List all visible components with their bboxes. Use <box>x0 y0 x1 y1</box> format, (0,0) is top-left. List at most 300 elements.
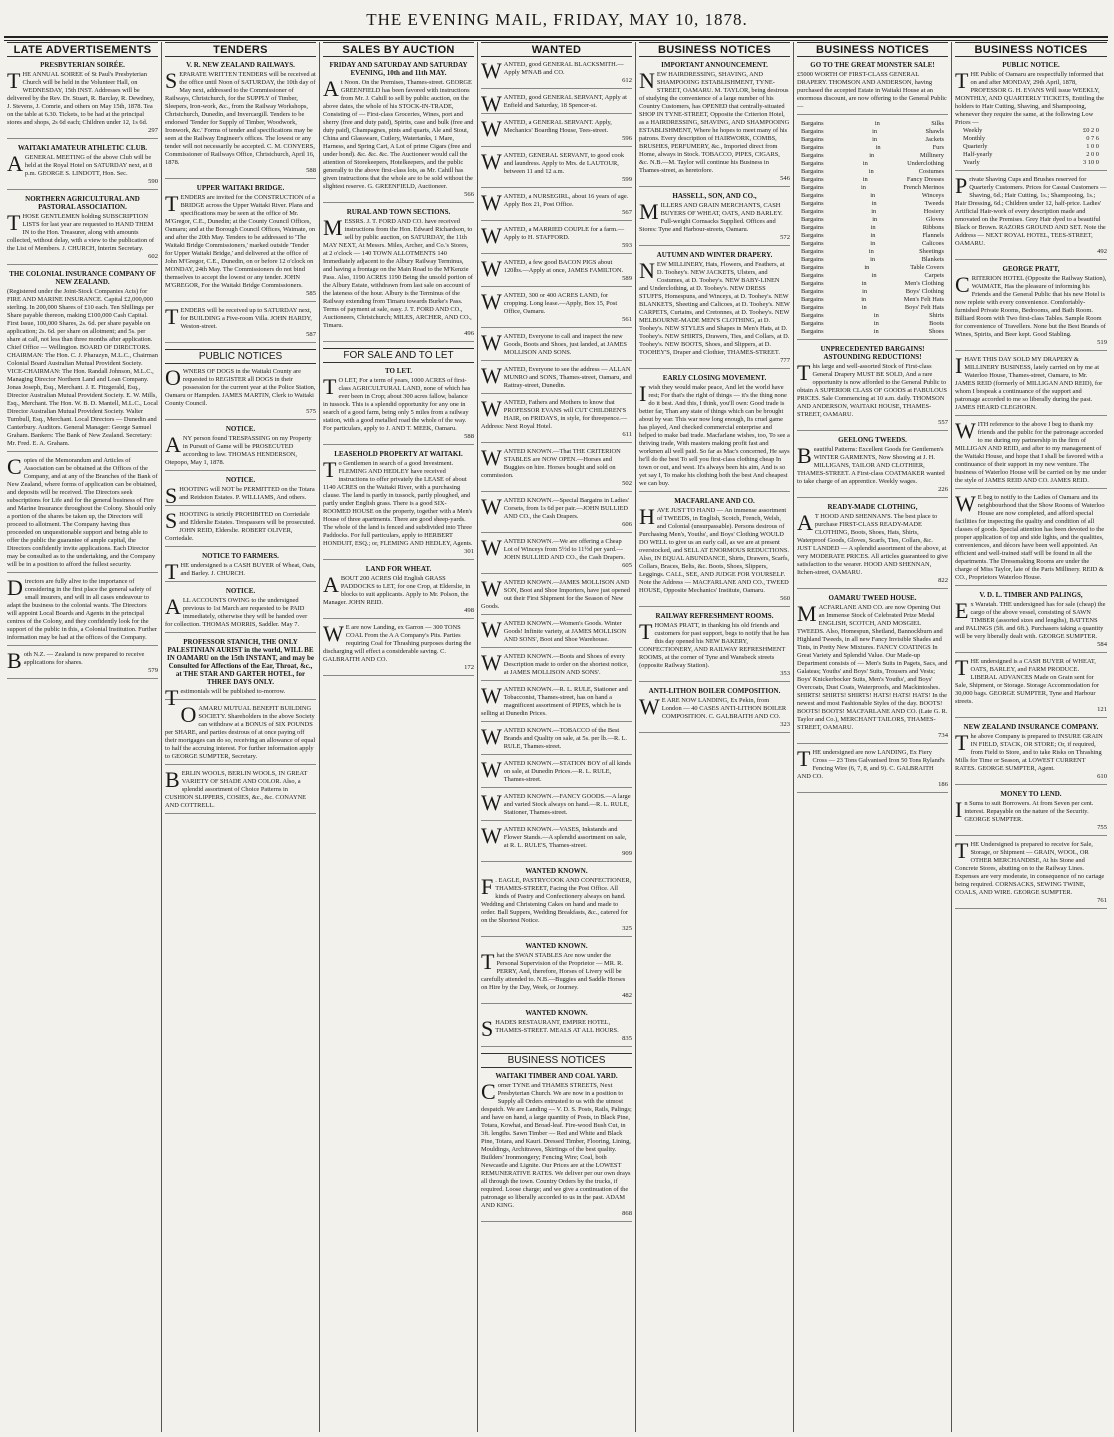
drop-cap: D <box>7 575 23 600</box>
advertisement <box>955 61 1107 171</box>
column-6 <box>794 42 952 1432</box>
advertisement <box>7 144 158 190</box>
advertisement <box>165 552 316 582</box>
ad-number: 325 <box>622 925 632 932</box>
bargain-word: Bargains <box>801 200 824 207</box>
drop-cap: T <box>165 559 179 584</box>
advertisement <box>165 425 316 471</box>
bargain-in: in <box>862 160 868 167</box>
bargain-word: Bargains <box>801 152 824 159</box>
ad-title: FRIDAY AND SATURDAY AND SATURDAY EVENING, 10th and 11th MAY. <box>329 61 468 77</box>
ad-number: 589 <box>622 275 632 282</box>
bargain-row <box>797 320 948 328</box>
bargain-item: Boots <box>929 320 944 327</box>
ad-number: 835 <box>622 1035 632 1042</box>
advertisement <box>481 724 632 755</box>
drop-cap: W <box>481 256 502 281</box>
ad-body: OWNERS OF DOGS in the Waitaki County are requested to REGISTER all DOGS in their possession for the current year at the Police Station, Oamaru or Hampden. JAMES MARTIN, Clerk to Waitaki County Council. <box>165 365 316 407</box>
drop-cap: T <box>955 655 969 680</box>
bargain-item: Tweeds <box>924 200 944 207</box>
ad-title: READY-MADE CLOTHING, <box>827 503 918 511</box>
advertisement <box>481 256 632 287</box>
ad-number: 596 <box>622 135 632 142</box>
ad-body: W E beg to notify to the Ladies of Oamaru and its neighbourhood that the Show Rooms of Waterloo House are now completed, and afford special facilities for inspecting the quality and condition of all classes of goods. Special attention has been devoted to the proper application of top and side lights, and the qualities, conveniences, and décors have been well appointed. An efficient and well-trained staff will be found in all the departments. The Dressmaking Rooms are under the charge of Miss Taylor, late of the Paris Millinery. REID & CO., Proprietors Waterloo House. <box>955 491 1105 581</box>
drop-cap: B <box>165 767 180 792</box>
ad-number: 579 <box>148 667 158 674</box>
ad-title: GEORGE PRATT, <box>1002 265 1060 273</box>
ad-number: 172 <box>464 664 474 671</box>
ad-body: F . EAGLE, PASTRYCOOK AND CONFECTIONER, THAMES-STREET, Facing the Post Office. All kinds of Pastry and Confectionery always on hand. Wedding and Christening Cakes on hand and made to order. Ball Suppers, Wedding Breakfasts, &c., catered for on the Shortest Notice. <box>481 874 632 924</box>
advertisement <box>797 61 948 115</box>
drop-cap: A <box>797 510 813 535</box>
bargain-row <box>797 144 948 152</box>
ad-body: NEW MILLINERY, Hats, Flowers, and Feathers, at D. Toohey's. NEW JACKETS, Ulsters, and Costumes, at D. Toohey's. NEW BABY-LINEN and Underclothing, at D. Toohey's. NEW DRESS STUFFS, Homespuns, and Winceys, at D. Toohey's. NEW BLANKETS, Sheeting and Calicoes, at D. Toohey's. NEW CARPETS, Curtains, and Cretonnes, at D. Toohey's. NEW MELBOURNE-MADE MEN'S CLOTHING, at D. Toohey's. NEW STYLES and Shapes in Men's Hats, at D. Toohey's. NEW SHIRTS, Drawers, Ties, and Collars, at D. Toohey's. NEW BOOTS, Shoes, and Slippers, at D. TOOHEY'S, Draper and Clothier, THAMES-STREET. <box>639 258 790 356</box>
ad-number: 777 <box>780 357 790 364</box>
ad-number: 587 <box>306 331 316 338</box>
ad-title: NOTICE. <box>225 587 256 595</box>
ad-body: WANTED, good GENERAL SERVANT, Apply at Enfield and Saturday, 18 Spencer-st. <box>481 91 627 116</box>
ad-title: WAITAKI AMATEUR ATHLETIC CLUB. <box>17 144 148 152</box>
ad-number: 611 <box>622 431 632 438</box>
ad-number: 734 <box>938 732 948 739</box>
drop-cap: C <box>7 454 22 479</box>
bargain-in: in <box>861 304 867 311</box>
advertisement <box>481 116 632 147</box>
drop-cap: O <box>165 365 181 390</box>
bargain-item: Underclothing <box>907 160 944 167</box>
ad-number: 606 <box>622 521 632 528</box>
bargain-in: in <box>874 120 880 127</box>
drop-cap: T <box>165 685 179 710</box>
ad-number: 546 <box>780 175 790 182</box>
ad-number: 584 <box>1097 641 1107 648</box>
ad-title: LEASEHOLD PROPERTY AT WAITAKI. <box>334 450 463 458</box>
ad-body: WANTED, a MARRIED COUPLE for a farm.—Apply to H. STAFFORD. <box>481 223 625 248</box>
ad-body: WANTED, Everyone to call and inspect the new Goods, Boots and Shoes, just landed, at JAMES MOLLISON AND SONS. <box>481 330 627 356</box>
bargain-word: Bargains <box>801 136 824 143</box>
ad-number: 605 <box>622 562 632 569</box>
drop-cap: W <box>481 396 502 421</box>
advertisement <box>165 365 316 420</box>
bargain-in: in <box>871 208 877 215</box>
drop-cap: C <box>481 1079 496 1104</box>
price-label: Yearly <box>963 159 980 166</box>
drop-cap: W <box>955 491 976 516</box>
drop-cap: P <box>955 173 968 198</box>
bargain-word: Bargains <box>801 296 824 303</box>
drop-cap: M <box>797 601 817 626</box>
drop-cap: T <box>797 746 811 771</box>
drop-cap: A <box>323 572 339 597</box>
price-label: Half-yearly <box>963 151 993 158</box>
ad-body: To Gentlemen in search of a good Investment. FLEMING AND HEDLEY have received instructions to offer privately the LEASE of about 1140 ACRES on the Waitaki River, with a purchasing clause. The land is partly in tussock, partly ploughed, and partly under English grass. There is a good SIX-ROOMED HOUSE on the property, together with a Men's House of three apartments. There are good sheep-yards. The whole of the land is fenced and subdivided into Three Paddocks. For full particulars, apply to HERBERT HONDUIT, ESQ.; or, FLEMING AND HEDLEY, Agents. <box>323 457 473 547</box>
column-4 <box>478 42 636 1432</box>
bargain-item: Shoes <box>928 328 944 335</box>
ad-body: THE undersigned is a CASH BUYER of WHEAT, OATS, BARLEY, and FARM PRODUCE. LIBERAL ADVANCES Made on Grain sent for Sale, Shipment, or Storage. Storage Accommodation for 30,000 bags. GEORGE SUMPTER, Tyne and Harbour streets. <box>955 655 1099 705</box>
ad-number: 868 <box>622 1210 632 1217</box>
bargain-in: in <box>860 184 866 191</box>
bargain-in: in <box>873 320 879 327</box>
drop-cap: W <box>481 190 502 215</box>
advertisement <box>165 184 316 302</box>
price-label: Quarterly <box>963 143 988 150</box>
ad-number: 599 <box>622 176 632 183</box>
bargain-in: in <box>875 144 881 151</box>
price-value: 3 10 0 <box>1083 159 1099 166</box>
price-label: Weekly <box>963 127 983 134</box>
drop-cap: W <box>481 91 502 116</box>
advertisement <box>955 173 1107 260</box>
drop-cap: C <box>955 272 970 297</box>
ad-body: WANTED KNOWN.—Boots and Shoes of every Description made to order on the shortest notice, at JAMES MOLLISON AND SONS'. <box>481 650 629 676</box>
bargain-row <box>797 264 948 272</box>
ad-body: Testimonials will be published to-morrow. <box>165 685 286 710</box>
bargain-in: in <box>870 192 876 199</box>
drop-cap: N <box>639 68 655 93</box>
bargain-item: Silks <box>931 120 944 127</box>
drop-cap: T <box>323 374 337 399</box>
drop-cap: T <box>481 949 495 974</box>
ad-body: WITH reference to the above I beg to thank my friends and the public for the patronage accorded to me during my partnership in the firm of MILLIGAN AND REID, and after to my management of the Waitaki House, and hope that I shall be favored with a continuance of their support in my new venture. The business of Waterloo House will be carried on by me under the style of JAMES REID AND CO. JAMES REID. <box>955 418 1107 484</box>
column-7 <box>952 42 1110 1432</box>
ad-title: OAMARU TWEED HOUSE. <box>828 594 917 602</box>
advertisement <box>481 867 632 937</box>
ad-number: 566 <box>464 191 474 198</box>
ad-title: WANTED KNOWN. <box>525 1009 588 1017</box>
advertisement <box>955 491 1107 586</box>
ad-body: Both N.Z. — Zealand is now prepared to receive applications for shares. <box>7 648 145 673</box>
advertisement <box>955 265 1107 351</box>
bargain-item: Jackets <box>925 136 944 143</box>
bargain-row <box>797 232 948 240</box>
ad-title: TO LET. <box>385 367 412 375</box>
advertisement <box>481 289 632 328</box>
ad-body: A T HOOD AND SHENNAN'S. The best place to purchase FIRST-CLASS READY-MADE CLOTHING, Boots, Shoes, Hats, Shirts, Waterproof Goods, Gloves, Scarfs, Ties, Collars, &c. JUST LANDED — A splendid assortment of the above, at very MODERATE PRICES. All articles guaranteed to give satisfaction to the wearer. HOOD AND SHENNAN, Itchen-street, OAMARU. <box>797 510 948 576</box>
drop-cap: I <box>955 353 963 378</box>
drop-cap: W <box>481 330 502 355</box>
ad-title: AUTUMN AND WINTER DRAPERY. <box>656 251 773 259</box>
bargain-row <box>797 280 948 288</box>
bargain-row <box>797 216 948 224</box>
ad-number: 593 <box>622 242 632 249</box>
ad-body: SHADES RESTAURANT, EMPIRE HOTEL, THAMES-STREET. MEALS AT ALL HOURS. <box>481 1016 619 1041</box>
bargain-item: Men's Clothing <box>904 280 944 287</box>
ad-title: V. D. L. TIMBER AND PALINGS, <box>979 591 1083 599</box>
advertisement <box>481 91 632 116</box>
bargain-item: Blankets <box>921 256 944 263</box>
drop-cap: T <box>323 457 337 482</box>
advertisement <box>481 330 632 361</box>
ad-number: 572 <box>780 234 790 241</box>
bargain-word: Bargains <box>801 328 824 335</box>
drop-cap: W <box>481 149 502 174</box>
advertisement <box>481 942 632 1004</box>
column-5 <box>636 42 794 1432</box>
bargain-in: in <box>873 312 879 319</box>
column-heading: BUSINESS NOTICES <box>797 42 948 57</box>
advertisement <box>165 638 316 710</box>
advertisement <box>955 838 1107 909</box>
bargain-word: Bargains <box>801 232 824 239</box>
bargain-in: in <box>873 328 879 335</box>
ad-body: OAMARU MUTUAL BENEFIT BUILDING SOCIETY. Shareholders in the above Society can withdraw at a BONUS of SIX POUNDS per SHARE, and parties desirous of at once paying off their mortgages can do so, receiving an allowance of equal to half the accruing interest. For further information apply to GEORGE SUMPTER, Secretary. <box>165 702 316 760</box>
ad-number: 561 <box>622 316 632 323</box>
advertisement <box>955 655 1107 718</box>
price-row <box>955 127 1107 135</box>
bargain-in: in <box>868 248 874 255</box>
bargain-in: in <box>870 240 876 247</box>
ad-body: TENDERS will be received up to SATURDAY next, for BUILDING a Five-room Villa. JOHN HARDY, Weston-street. <box>165 304 312 330</box>
advertisement <box>7 195 158 265</box>
bargain-in: in <box>861 280 867 287</box>
advertisement <box>481 396 632 443</box>
bargain-row <box>797 256 948 264</box>
column-heading: SALES BY AUCTION <box>323 42 474 57</box>
bargain-word: Bargains <box>801 288 824 295</box>
drop-cap: W <box>481 535 502 560</box>
drop-cap: T <box>165 304 179 329</box>
price-value: 1 0 0 <box>1086 143 1099 150</box>
bargain-word: Bargains <box>801 256 824 263</box>
drop-cap: W <box>481 58 502 83</box>
drop-cap: E <box>955 598 969 623</box>
bargain-word: Bargains <box>801 160 824 167</box>
ad-number: 909 <box>622 850 632 857</box>
advertisement <box>639 374 790 492</box>
column-heading: BUSINESS NOTICES <box>639 42 790 57</box>
advertisement <box>323 61 474 203</box>
advertisement <box>481 190 632 221</box>
bargain-word: Bargains <box>801 304 824 311</box>
drop-cap: A <box>165 594 181 619</box>
ad-number: 519 <box>1097 339 1107 346</box>
price-label: Monthly <box>963 135 986 142</box>
advertisement <box>323 621 474 676</box>
drop-cap: W <box>481 116 502 141</box>
advertisement <box>797 594 948 744</box>
bargain-row <box>797 272 948 280</box>
advertisement <box>639 497 790 607</box>
ad-number: 612 <box>622 77 632 84</box>
advertisement <box>639 687 790 733</box>
advertisement <box>481 757 632 788</box>
ad-body: TENDERS are invited for the CONSTRUCTION of a BRIDGE across the Upper Waitaki River. Plans and specifications may be seen at the office of Mr. M'Gregor, C.E., Dunedin; at the County Council Offices, Oamaru; and at the Borough Council Offices, Waimate, on and after the 20th May. Tenders to be addressed to 'The Waitaki Bridge Commissioners,' marked outside 'Tender for Upper Waitaki Bridge,' and delivered at the office of John M'Gregor, C.E., Dunedin, on or before 12 o'clock on MONDAY, 24th May. The Commissioners do not bind themselves to accept the lowest or any tender. JOHN M'GREGOR, For the Waitaki Bridge Commissioners. <box>165 191 316 289</box>
ad-title: PRESBYTERIAN SOIRÉE. <box>40 61 125 69</box>
price-value: 0 7 6 <box>1086 135 1099 142</box>
ad-number: 186 <box>938 781 948 788</box>
bargain-word: Bargains <box>801 216 824 223</box>
ad-number: 498 <box>464 607 474 614</box>
advertisement <box>165 61 316 179</box>
drop-cap: W <box>481 223 502 248</box>
bargain-word: Bargains <box>801 320 824 327</box>
ad-body: ANY person found TRESPASSING on my Property in Pursuit of Game will be PROSECUTED according to law. THOMAS HENDERSON, Otepopo, May 1, 1878. <box>165 432 312 466</box>
bargain-row <box>797 184 948 192</box>
advertisement <box>955 591 1107 653</box>
advertisement <box>481 149 632 188</box>
ad-title: THE COLONIAL INSURANCE COMPANY OF NEW ZEALAND. <box>9 270 156 286</box>
drop-cap: S <box>165 68 178 93</box>
ad-body: In Sums to suit Borrowers. At from Seven per cent. interest. Repayable on the nature of the Security. GEORGE SUMPTER. <box>955 797 1094 823</box>
ad-title: NORTHERN AGRICULTURAL AND PASTORAL ASSOCIATION. <box>25 195 140 211</box>
column-heading: LATE ADVERTISEMENTS <box>7 42 158 57</box>
column-heading: BUSINESS NOTICES <box>955 42 1107 57</box>
bargain-in: in <box>870 256 876 263</box>
advertisement <box>481 683 632 722</box>
ad-body: £5000 WORTH OF FIRST-CLASS GENERAL DRAPERY. THOMSON AND ANDERSON, having purchased the accepted Estate in Waitaki House at an enormous discount, are now offering to the General Public — <box>797 71 947 110</box>
bargain-word: Bargains <box>801 312 824 319</box>
bargain-in: in <box>868 168 874 175</box>
drop-cap: S <box>165 508 178 533</box>
bargain-item: Boys' Felt Hats <box>904 304 944 311</box>
advertisement <box>481 790 632 821</box>
ad-body: That the SWAN STABLES Are now under the Personal Supervision of the Proprietor — MR. R. PERRY, And, therefore, Horses of Livery will be carefully attended to. N.B.—Buggies and Saddle Horses on Hire by the Day, Week, or Journey. <box>481 949 626 991</box>
bargain-word: Bargains <box>801 280 824 287</box>
ad-number: 588 <box>464 433 474 440</box>
drop-cap: W <box>481 650 502 675</box>
bargain-row <box>797 176 948 184</box>
ad-number: 588 <box>306 167 316 174</box>
drop-cap: F <box>481 874 494 899</box>
bargain-in: in <box>864 264 870 271</box>
advertisement <box>165 767 316 814</box>
bargain-word: Bargains <box>801 176 824 183</box>
bargain-row <box>797 120 948 128</box>
bargain-in: in <box>862 288 868 295</box>
advertisement <box>797 503 948 589</box>
advertisement <box>481 223 632 254</box>
ad-body: WANTED KNOWN.—JAMES MOLLISON AND SON, Boot and Shoe Importers, have just opened out their First Shipment for the Season of New Goods. <box>481 576 630 610</box>
ad-body: THE undersigned is a CASH BUYER of Wheat, Oats, and Barley. J. CHURCH. <box>165 559 316 584</box>
ad-number: 121 <box>1097 706 1107 713</box>
ad-body: WANTED, Everyone to see the address — ALLAN MUNRO and SONS, Thames-street, Oamaru, and Rattray-street, Dunedin. <box>481 363 632 389</box>
masthead-rule <box>4 36 1108 38</box>
price-row <box>955 135 1107 143</box>
masthead-rule-thin <box>4 40 1108 41</box>
ad-title: NOTICE. <box>225 425 256 433</box>
bargain-item: Fancy Dresses <box>906 176 944 183</box>
bargain-word: Bargains <box>801 184 824 191</box>
drop-cap: W <box>481 363 502 388</box>
ad-body: WANTED, good GENERAL BLACKSMITH.—Apply M'NAB and CO. <box>481 58 624 83</box>
ad-title: HASSELL, SON, AND CO., <box>672 192 757 200</box>
ad-title: GO TO THE GREAT MONSTER SALE! <box>810 61 935 69</box>
ad-body: MESSRS. J. T. FORD AND CO. have received instructions from the Hon. Edward Richardson, to sell by public auction, on SATURDAY, the 11th MAY NEXT, At Messrs. Miles, Archer, and Co.'s Stores, at 2 o'clock — 140 TOWN ALLOTMENTS 140 Immediately adjacent to the Albury Railway Terminus, and having a frontage on the Main Road to the M'Kenzie Pass. Also, 1190 ACRES 1190 Being the unsold portion of the Albury Estate, withdrawn from last sale on account of the lateness of the hour. Albury is the Terminus of the Railway extending from Timaru towards Burke's Pass. Terms of payment at sale, easy. J. T. FORD AND CO., Auctioneers, Christchurch; MILES, ARCHER, AND CO., Timaru. <box>323 215 473 329</box>
ad-number: 567 <box>622 209 632 216</box>
ad-body: Directors are fully alive to the importance of considering in the first place the general safety of small insurers, and will in all cases endeavour to adapt the business to the colonial wants. The Directors will appoint Local Boards and Agents in the principal centres of the Colony, and they confidently look for the support of the public in this, a Colonial Institution. Further information may be had at the offices of the Company. <box>7 575 157 641</box>
advertisement <box>323 367 474 445</box>
ad-number: 297 <box>148 127 158 134</box>
advertisement <box>797 746 948 793</box>
drop-cap: T <box>165 191 179 216</box>
column-1 <box>4 42 162 1432</box>
masthead: THE EVENING MAIL, FRIDAY, MAY 10, 1878. <box>366 10 748 29</box>
advertisement <box>481 1009 632 1047</box>
bargain-word: Bargains <box>801 240 824 247</box>
advertisement <box>797 436 948 498</box>
ad-number: 482 <box>622 992 632 999</box>
bargain-row <box>797 296 948 304</box>
bargain-in: in <box>871 272 877 279</box>
drop-cap: A <box>323 76 339 101</box>
ad-title: IMPORTANT ANNOUNCEMENT. <box>661 61 768 69</box>
advertisement <box>7 648 158 679</box>
column-heading: TENDERS <box>165 42 316 57</box>
ad-number: 226 <box>938 486 948 493</box>
ad-body: Beautiful Patterns: Excellent Goods for Gentlemen's WINTER GARMENTS, Now Showing at J. H. MILLIGANS, TAILOR AND CLOTHIER, THAMES-STREET. A First-class COATMAKER wanted to take charge of an apprentice. Weekly wages. <box>797 443 945 485</box>
bargain-word: Bargains <box>801 248 824 255</box>
bargain-item: Calicoes <box>921 240 944 247</box>
advertisement <box>323 565 474 619</box>
ad-title: EARLY CLOSING MOVEMENT. <box>662 374 767 382</box>
drop-cap: I <box>639 381 647 406</box>
advertisement <box>955 790 1107 836</box>
ad-body: A GENERAL MEETING of the above Club will be held at the Royal Hotel on SATURDAY next, at 8 p.m. GEORGE S. LINDOTT, Hon. Sec. <box>7 151 153 177</box>
drop-cap: M <box>323 215 343 240</box>
bargain-word: Bargains <box>801 128 824 135</box>
bargain-in: in <box>862 176 868 183</box>
bargain-row <box>797 160 948 168</box>
ad-number: 560 <box>780 595 790 602</box>
bargain-word: Bargains <box>801 168 824 175</box>
bargain-row <box>797 328 948 336</box>
ad-body: WANTED KNOWN.—Women's Goods. Winter Goods! Infinite variety, at JAMES MOLLISON AND SONS', Boot and Shoe Warehouse. <box>481 617 627 643</box>
ad-body: NEW HAIRDRESSING, SHAVING, AND SHAMPOOING ESTABLISHMENT, TYNE-STREET, OAMARU. M. TAYLOR, being desirous of studying the convenience of a large number of his Country Customers, has OPENED that centrally-situated SHOP IN TYNE-STREET, Opposite the Criterion Hotel, as a HAIRDRESSING, SHAVING, AND SHAMPOOING ESTABLISHMENT, Where he hopes to meet many of his patrons. Every description of HAIRWORK, COMBS, BRUSHES, PERFUMERY, &c., Imported direct from Home, always in Stock. TOBACCO, PIPES, CIGARS, &c. N.B.—M. Taylor will continue his Business in Thames-street, as heretofore. <box>639 68 790 174</box>
ad-title: PUBLIC NOTICE. <box>1002 61 1060 69</box>
drop-cap: W <box>481 445 502 470</box>
advertisement <box>323 208 474 342</box>
ad-title: PROFESSOR STANICH, THE ONLY PALESTINIAN AURIST in the world, WILL BE IN OAMARU on the 15th INSTANT, and may be Consulted for Affections of the Ear, Throat, &c., at THE STAR AND GARTER HOTEL, for THREE DAYS ONLY. <box>167 638 314 686</box>
bargain-row <box>797 192 948 200</box>
bargain-item: Shirts <box>929 312 944 319</box>
drop-cap: W <box>481 289 502 314</box>
bargain-row <box>797 224 948 232</box>
bargain-item: Ribbons <box>922 224 944 231</box>
ad-title: WANTED KNOWN. <box>525 942 588 950</box>
column-2 <box>162 42 320 1432</box>
ad-body: T O LET, For a term of years, 1000 ACRES of first-class AGRICULTURAL LAND, none of which has ever been in Crop; about 300 acres fallow, balance in tussock. This is a splendid opportunity for any one in search of a good farm, being only 5 miles from a railway station, with a good metalled road the whole of the way. For particulars, apply to J. AND T. MEEK, Oamaru. <box>323 374 471 432</box>
ad-body: ALL ACCOUNTS OWING to the undersigned previous to 1st March are requested to be PAID immediately, otherwise they will be handed over for collection. THOMAS MORRIS, Saddler. May 7. <box>165 594 308 628</box>
ad-body: WANTED, a NURSEGIRL, about 16 years of age. Apply Box 21, Post Office. <box>481 190 629 215</box>
bargain-item: Winceys <box>921 192 944 199</box>
drop-cap: W <box>323 621 344 646</box>
ad-body: WANTED KNOWN.—VASES, Inkstands and Flower Stands.—A splendid assortment on sale, at R. L. RULE'S, Thames-street. <box>481 823 627 849</box>
ad-body: WANTED KNOWN.—FANCY GOODS.—A large and varied Stock always on hand.—R. L. RULE, Stationer, Thames-street. <box>481 790 631 816</box>
ad-number: 590 <box>148 178 158 185</box>
price-value: 2 0 0 <box>1086 151 1099 158</box>
ad-body: WANTED, GENERAL SERVANT, to good cook and laundress. Apply to Mrs. de LAUTOUR, between 11 and 12 a.m. <box>481 149 625 175</box>
bargain-row <box>797 208 948 216</box>
bargain-in: in <box>869 152 875 159</box>
ad-title: WAITAKI TIMBER AND COAL YARD. <box>495 1072 618 1080</box>
ad-title: UNPRECEDENTED BARGAINS! ASTOUNDING REDUCTIONS! <box>820 345 925 361</box>
ad-body: WANTED KNOWN.—We are offering a Cheap Lot of Winceys from 5½d to 11½d per yard.—JOHN BULLIED AND CO., the Cash Drapers. <box>481 535 625 561</box>
advertisement <box>165 587 316 633</box>
ad-number: 496 <box>464 330 474 337</box>
ad-number: 557 <box>938 419 948 426</box>
ad-body: MILLERS AND GRAIN MERCHANTS, CASH BUYERS OF WHEAT, OATS, AND BARLEY. Full-weight Cornsacks Supplied. Offices and Stores: Tyne and Harbour-streets, Oamaru. <box>639 199 783 233</box>
ad-body: THE ANNUAL SOIREE of St Paul's Presbyterian Church will be held in the Volunteer Hall, on WEDNESDAY, 15th INST. Addresses will be delivered by the Rev. Dr. Stuart, R. Barclay, R. Dewdney, J. Stevens, J. Comrie, and others on May 15th, 1878. Tea on the table at 6.30. Tickets, to be had at the principal stores and shops, 2s 6d each; Children under 12, 1s 6d. <box>7 68 155 126</box>
ad-body: THE undersigned are now LANDING, Ex Fiery Cross — 23 Tons Galvanised Iron 50 Tons Ryland's Fencing Wire (6, 7, 8, and 9). C. GALBRAITH AND CO. <box>797 746 945 780</box>
section-heading: FOR SALE AND TO LET <box>323 348 474 363</box>
ad-title: NOTICE TO FARMERS. <box>202 552 279 560</box>
bargain-item: Costumes <box>918 168 944 175</box>
advertisement <box>165 304 316 343</box>
bargain-word: Bargains <box>801 224 824 231</box>
ad-body: WANTED KNOWN.—TOBACCO of the Best Brands and Quality on sale, at 5s. per lb.—R. L. RULE, Thames-street. <box>481 724 627 750</box>
ad-body: HAVE JUST TO HAND — An immense assortment of TWEEDS, in English, Scotch, French, Welsh, and Colonial (unsurpassable). Persons desirous of Purchasing Men's, Youths', and Boys' Clothing WOULD DO WELL to give us an early call, as we are at present overstocked, and SELL AT ENORMOUS REDUCTIONS. Also, IN EQUAL ABUNDANCE, Shirts, Drawers, Scarfs, Collars, Braces, Belts, &c. Boots, Shoes, Slippers, Leggings. CALL, SEE, AND JUDGE FOR YOURSELF. Note the Address — MACFARLANE AND CO., TWEED HOUSE, Opposite Mechanics' Institute, Oamaru. <box>639 504 790 594</box>
drop-cap: B <box>7 648 22 673</box>
